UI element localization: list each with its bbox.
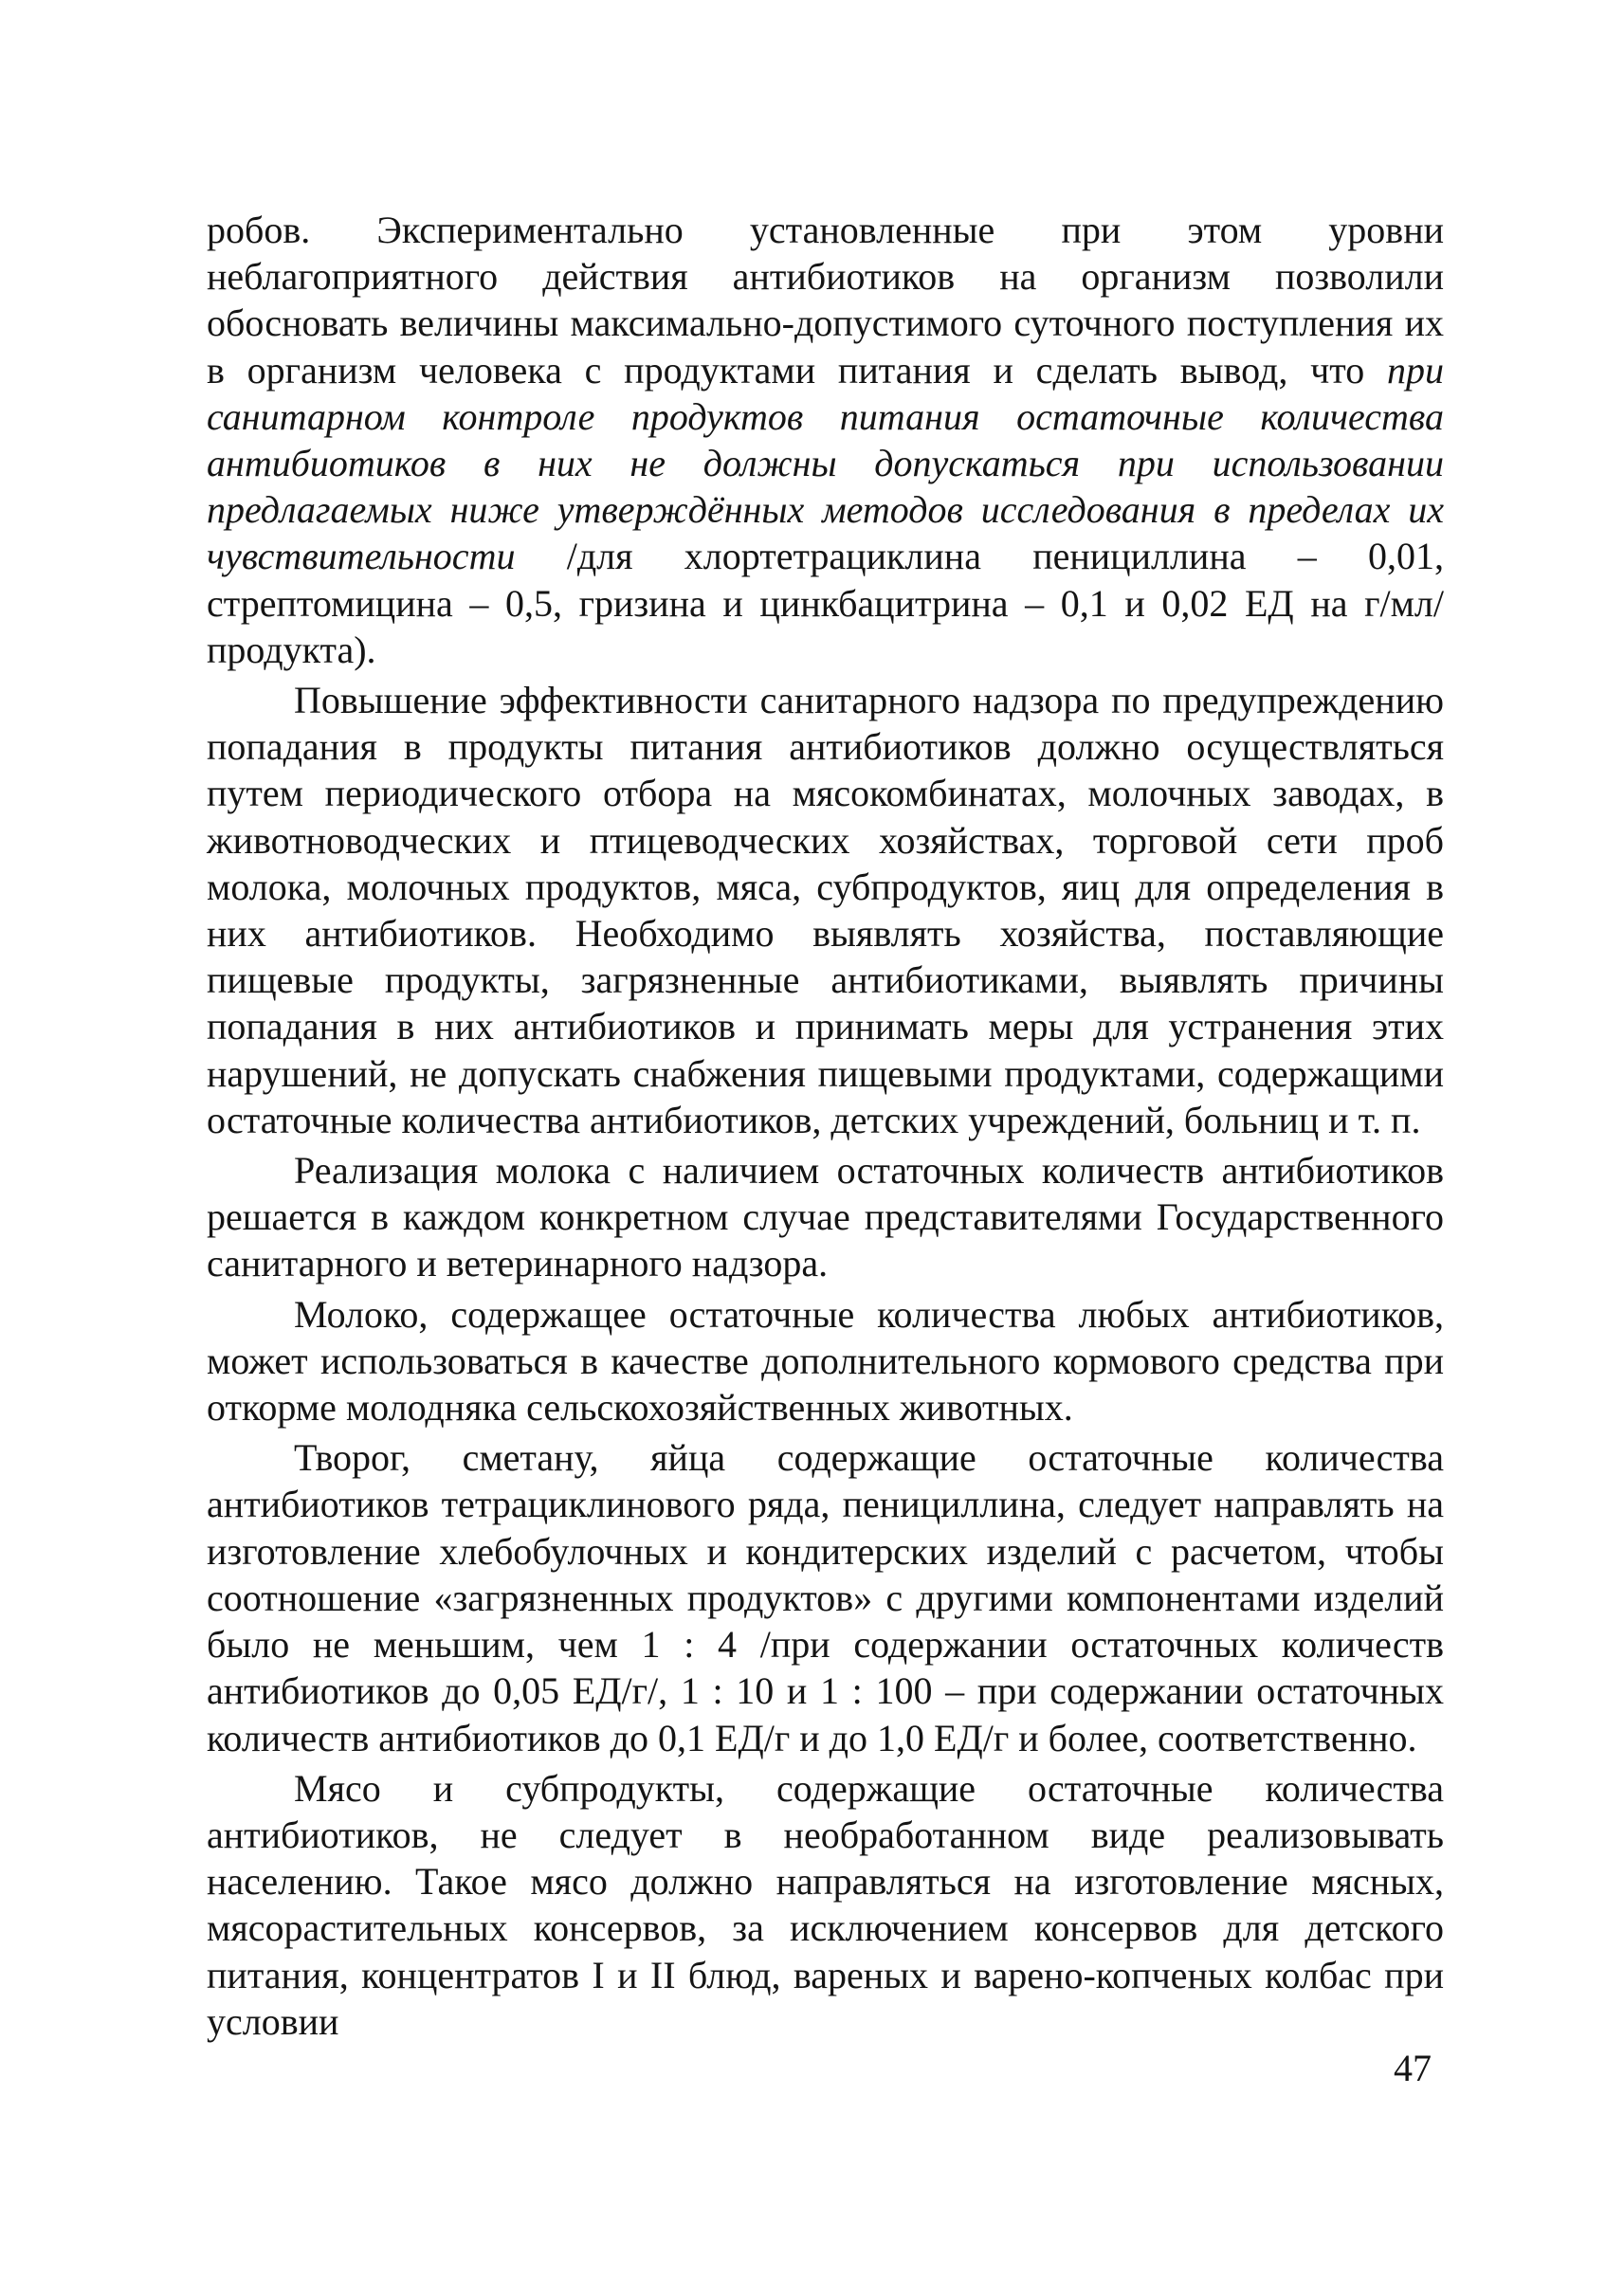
paragraph-5	[207, 1434, 1444, 1760]
paragraph-1-text-end: /для хлортетрациклина пенициллина – 0,01, стрептомицина – 0,5, гризина и цинкбацитрина – 0,1 и 0,02 ЕД на г/мл/продукта).	[207, 535, 1444, 671]
paragraph-1-text: робов. Экспериментально установленные при этом уровни неблагоприятного действия антибиотиков на организм позволили обосновать величины максимально-допустимого суточного поступления их в организм человека с продуктами питания и сделать вывод, что	[207, 209, 1444, 392]
page-number: 47	[1394, 2047, 1432, 2089]
paragraph-6-text: Мясо и субпродукты, содержащие остаточные количества антибиотиков, не следует в необработанном виде реализовывать населению. Такое мясо должно направляться на изготовление мясных, мясорастительных консервов, за исключением консервов для детского питания, концентратов I и II блюд, вареных и варено-копченых колбас при условии	[207, 1766, 1444, 2043]
page-body	[207, 207, 1444, 2045]
paragraph-3	[207, 1147, 1444, 1287]
paragraph-1	[207, 207, 1444, 673]
paragraph-3-text: Реализация молока с наличием остаточных количеств антибиотиков решается в каждом конкретном случае представителями Государственного санитарного и ветеринарного надзора.	[207, 1149, 1444, 1285]
paragraph-2-text: Повышение эффективности санитарного надзора по предупреждению попадания в продукты питания антибиотиков должно осуществляться путем периодического отбора на мясокомбинатах, молочных заводах, в животноводческих и птицеводческих хозяйствах, торговой сети проб молока, молочных продуктов, мяса, субпродуктов, яиц для определения в них антибиотиков. Необходимо выявлять хозяйства, поставляющие пищевые продукты, загрязненные антибиотиками, выявлять причины попадания в них антибиотиков и принимать меры для устранения этих нарушений, не допускать снабжения пищевыми продуктами, содержащими остаточные количества антибиотиков, детских учреждений, больниц и т. п.	[207, 679, 1444, 1141]
paragraph-5-text: Творог, сметану, яйца содержащие остаточные количества антибиотиков тетрациклинового ряда, пенициллина, следует направлять на изготовление хлебобулочных и кондитерских изделий с расчетом, чтобы соотношение «загрязненных продуктов» с другими компонентами изделий было не меньшим, чем 1 : 4 /при содержании остаточных количеств антибиотиков до 0,05 ЕД/г/, 1 : 10 и 1 : 100 – при содержании остаточных количеств антибиотиков до 0,1 ЕД/г и до 1,0 ЕД/г и более, соответственно.	[207, 1436, 1444, 1759]
paragraph-1-italic-text: при санитарном контроле продуктов питания остаточные количества антибиотиков в них не должны допускаться при использовании предлагаемых ниже утверждённых методов исследования в пределах их чувствительности	[207, 348, 1444, 578]
paragraph-2	[207, 677, 1444, 1143]
paragraph-4	[207, 1291, 1444, 1431]
paragraph-4-text: Молоко, содержащее остаточные количества любых антибиотиков, может использоваться в качестве дополнительного кормового средства при откорме молодняка сельскохозяйственных животных.	[207, 1292, 1444, 1430]
paragraph-6	[207, 1765, 1444, 2045]
